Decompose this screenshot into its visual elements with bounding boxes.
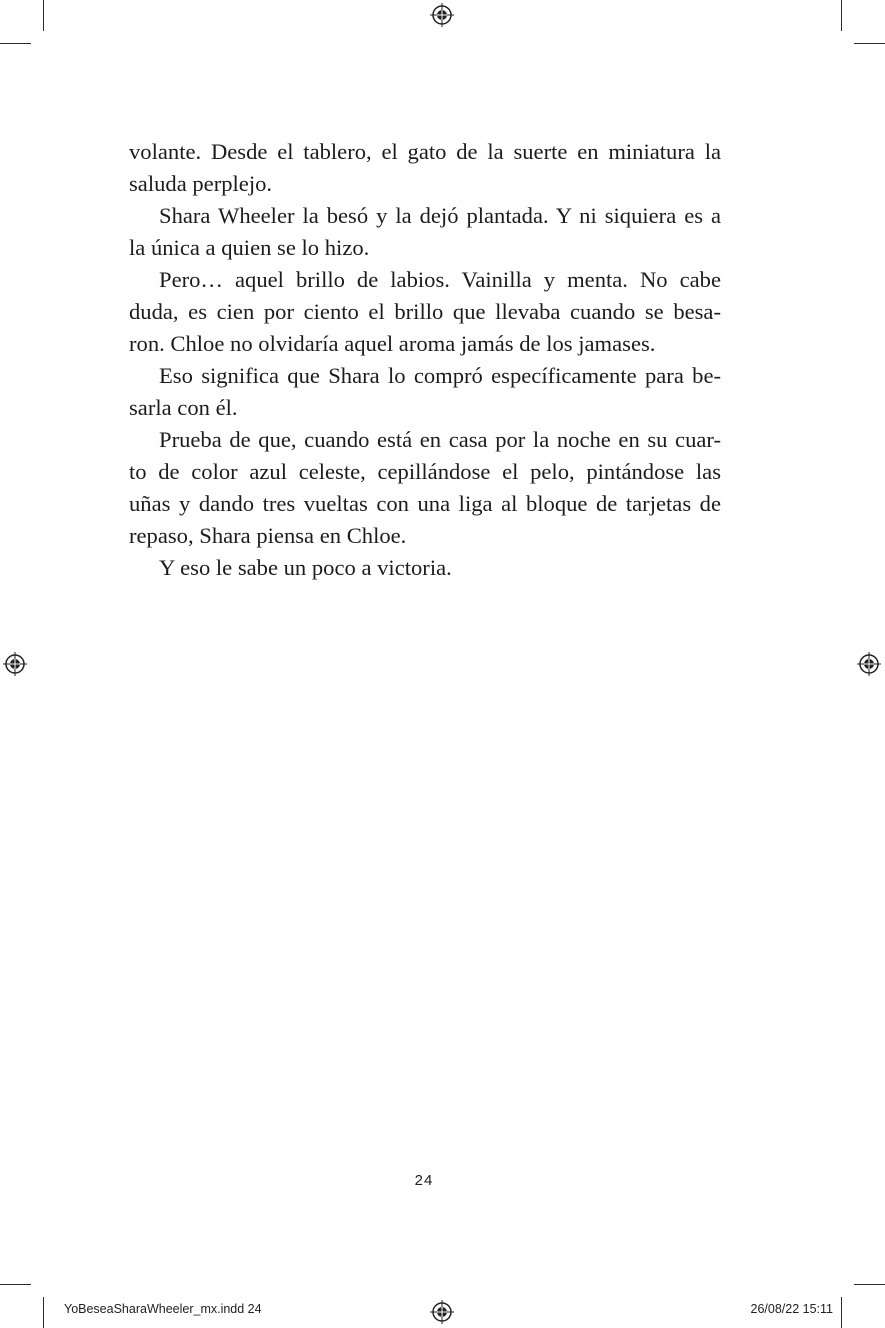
crop-mark-bottom-left-vertical [43,1297,44,1328]
registration-mark-top-icon [430,3,454,27]
slug-datetime: 26/08/22 15:11 [750,1302,833,1316]
text-line: repaso, Shara piensa en Chloe. [129,523,407,548]
paragraph [129,424,721,552]
paragraph [129,264,721,360]
text-line: to de color azul celeste, cepillándose el pelo, pintándose las [129,459,721,484]
text-line: saluda perplejo. [129,171,273,196]
slug-filename: YoBeseaSharaWheeler_mx.indd 24 [64,1302,262,1316]
crop-mark-top-left-vertical [43,0,44,31]
crop-mark-top-left-horizontal [0,43,31,44]
text-line: uñas y dando tres vueltas con una liga al bloque de tarjetas de [129,491,721,516]
registration-mark-bottom-icon [430,1300,454,1324]
text-line: Eso significa que Shara lo compró específicamente para be- [159,363,721,388]
text-line: duda, es cien por ciento el brillo que llevaba cuando se besa- [129,299,721,324]
paragraph [129,200,721,264]
paragraph [129,552,721,584]
body-text [129,136,721,584]
text-line: Y eso le sabe un poco a victoria. [159,555,452,580]
registration-mark-left-icon [3,652,27,676]
paragraph [129,360,721,424]
crop-mark-bottom-right-vertical [841,1297,842,1328]
page-number: 24 [414,1172,434,1189]
crop-mark-top-right-vertical [841,0,842,31]
text-line: la única a quien se lo hizo. [129,235,370,260]
crop-mark-bottom-right-horizontal [854,1284,885,1285]
crop-mark-bottom-left-horizontal [0,1284,31,1285]
registration-mark-right-icon [857,652,881,676]
text-line: sarla con él. [129,395,238,420]
text-line: volante. Desde el tablero, el gato de la suerte en miniatura la [129,139,721,164]
text-line: Pero… aquel brillo de labios. Vainilla y menta. No cabe [159,267,721,292]
text-line: Shara Wheeler la besó y la dejó plantada. Y ni siquiera es a [159,203,721,228]
text-line: Prueba de que, cuando está en casa por la noche en su cuar- [159,427,721,452]
crop-mark-top-right-horizontal [854,43,885,44]
text-line: ron. Chloe no olvidaría aquel aroma jamás de los jamases. [129,331,656,356]
paragraph [129,136,721,200]
